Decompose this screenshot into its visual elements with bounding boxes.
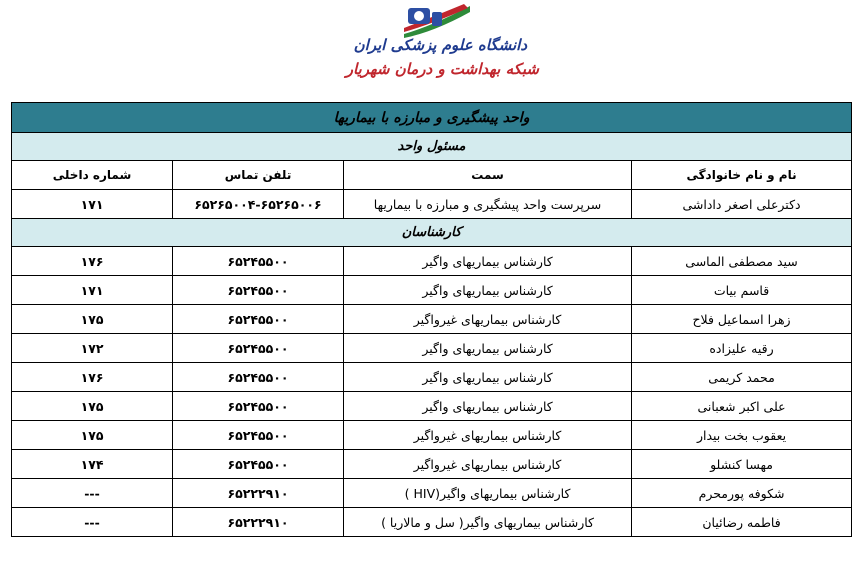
expert-phone: ۶۵۲۴۵۵۰۰ [173, 276, 344, 305]
table-row [12, 421, 852, 450]
table-row [12, 450, 852, 479]
expert-role: کارشناس بیماریهای واگیر [344, 334, 632, 363]
expert-name: فاطمه رضائیان [632, 508, 852, 537]
logo-network-name: شبکه بهداشت و درمان شهریار [345, 60, 539, 78]
expert-name: یعقوب بخت بیدار [632, 421, 852, 450]
expert-phone: ۶۵۲۴۵۵۰۰ [173, 363, 344, 392]
expert-phone: ۶۵۲۲۲۹۱۰ [173, 508, 344, 537]
logo-emblem-icon [402, 4, 472, 40]
section-experts-label: کارشناسان [12, 219, 852, 247]
expert-name: زهرا اسماعیل فلاح [632, 305, 852, 334]
expert-name: محمد کریمی [632, 363, 852, 392]
expert-name: قاسم بیات [632, 276, 852, 305]
expert-name: علی اکبر شعبانی [632, 392, 852, 421]
table-row [12, 305, 852, 334]
expert-name: شکوفه پورمحرم [632, 479, 852, 508]
expert-role: کارشناس بیماریهای غیرواگیر [344, 305, 632, 334]
table-row [12, 508, 852, 537]
manager-row [12, 190, 852, 219]
column-header-role: سمت [344, 161, 632, 190]
section-manager-row [12, 133, 852, 161]
expert-role: کارشناس بیماریهای واگیر [344, 392, 632, 421]
expert-role: کارشناس بیماریهای واگیر( سل و مالاریا ) [344, 508, 632, 537]
expert-ext: ۱۷۲ [12, 334, 173, 363]
table-title: واحد پیشگیری و مبارزه با بیماریها [12, 103, 852, 133]
table-title-row [12, 103, 852, 133]
expert-phone: ۶۵۲۴۵۵۰۰ [173, 247, 344, 276]
expert-role: کارشناس بیماریهای غیرواگیر [344, 450, 632, 479]
column-header-ext: شماره داخلی [12, 161, 173, 190]
table-row [12, 479, 852, 508]
university-logo [320, 2, 545, 94]
expert-ext: ۱۷۵ [12, 421, 173, 450]
table-row [12, 392, 852, 421]
logo-university-name: دانشگاه علوم پزشکی ایران [353, 36, 527, 54]
expert-phone: ۶۵۲۴۵۵۰۰ [173, 421, 344, 450]
manager-ext: ۱۷۱ [12, 190, 173, 219]
expert-phone: ۶۵۲۴۵۵۰۰ [173, 450, 344, 479]
table-row [12, 276, 852, 305]
expert-ext: --- [12, 508, 173, 537]
expert-ext: ۱۷۵ [12, 392, 173, 421]
expert-role: کارشناس بیماریهای واگیر [344, 247, 632, 276]
expert-ext: ۱۷۴ [12, 450, 173, 479]
table-row [12, 247, 852, 276]
expert-phone: ۶۵۲۴۵۵۰۰ [173, 305, 344, 334]
expert-ext: ۱۷۵ [12, 305, 173, 334]
column-header-name: نام و نام خانوادگی [632, 161, 852, 190]
table-row [12, 363, 852, 392]
expert-name: مهسا کنشلو [632, 450, 852, 479]
expert-ext: ۱۷۶ [12, 363, 173, 392]
staff-table [11, 102, 852, 537]
expert-phone: ۶۵۲۲۲۹۱۰ [173, 479, 344, 508]
expert-phone: ۶۵۲۴۵۵۰۰ [173, 334, 344, 363]
table-header-row [12, 161, 852, 190]
manager-name: دکترعلی اصغر داداشی [632, 190, 852, 219]
expert-name: سید مصطفی الماسی [632, 247, 852, 276]
manager-role: سرپرست واحد پیشگیری و مبارزه با بیماریها [344, 190, 632, 219]
expert-phone: ۶۵۲۴۵۵۰۰ [173, 392, 344, 421]
expert-role: کارشناس بیماریهای غیرواگیر [344, 421, 632, 450]
manager-phone: ۶۵۲۶۵۰۰۴-۶۵۲۶۵۰۰۶ [173, 190, 344, 219]
expert-role: کارشناس بیماریهای واگیر [344, 363, 632, 392]
expert-ext: ۱۷۱ [12, 276, 173, 305]
expert-ext: --- [12, 479, 173, 508]
expert-role: کارشناس بیماریهای واگیر(HIV ) [344, 479, 632, 508]
section-experts-row [12, 219, 852, 247]
section-manager-label: مسئول واحد [12, 133, 852, 161]
expert-name: رقیه علیزاده [632, 334, 852, 363]
table-row [12, 334, 852, 363]
expert-role: کارشناس بیماریهای واگیر [344, 276, 632, 305]
expert-ext: ۱۷۶ [12, 247, 173, 276]
column-header-phone: تلفن تماس [173, 161, 344, 190]
